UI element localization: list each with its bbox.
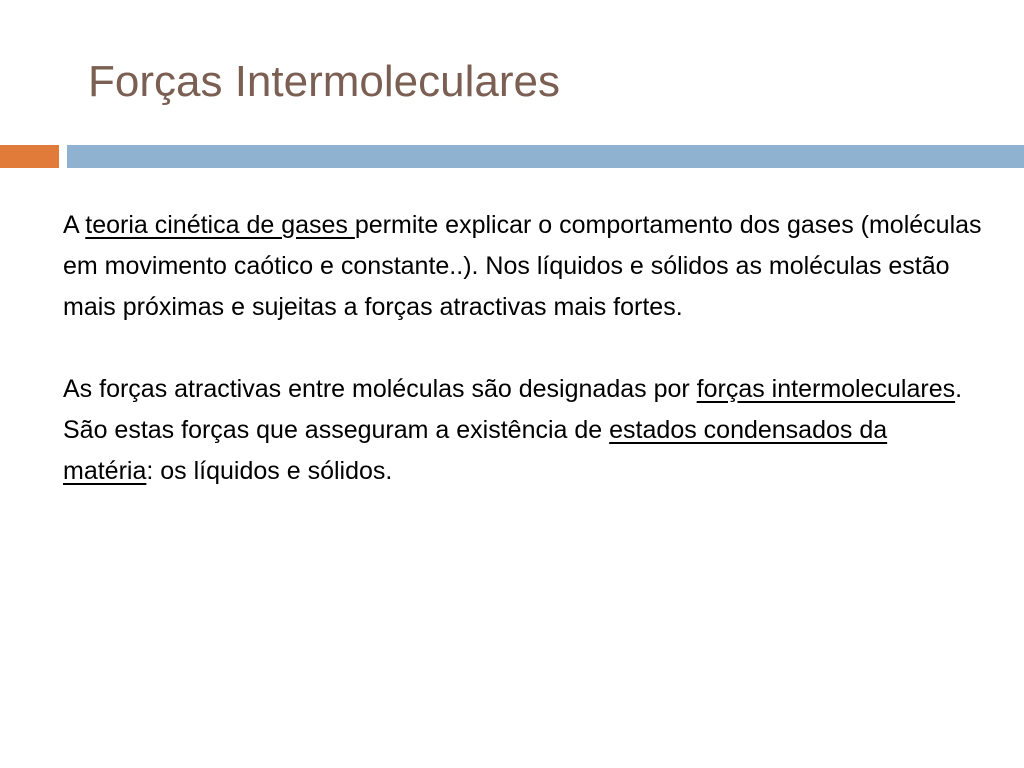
paragraph-intermolecular-forces	[63, 369, 983, 492]
slide-title: Forças Intermoleculares	[88, 57, 560, 106]
term-kinetic-theory: teoria cinética de gases	[85, 211, 355, 239]
accent-bar-orange	[0, 145, 59, 168]
paragraph2-text-2: . São estas forças que asseguram a existência de	[63, 375, 963, 444]
paragraph2-text-3: : os líquidos e sólidos.	[146, 457, 393, 485]
paragraph1-text-1: A	[63, 211, 86, 239]
accent-bar-blue	[67, 145, 1024, 168]
paragraph2-text-1: As forças atractivas entre moléculas são designadas por	[63, 375, 697, 403]
slide-body	[63, 205, 983, 533]
term-intermolecular-forces: forças intermoleculares	[696, 375, 956, 403]
paragraph-kinetic-theory	[63, 205, 983, 328]
term-condensed-states: estados condensados da matéria	[63, 416, 888, 485]
paragraph1-text-2: permite explicar o comportamento dos gases (moléculas em movimento caótico e constante..). Nos líquidos e sólidos as moléculas estão mais próximas e sujeitas a forças atractivas mais fortes.	[63, 211, 982, 321]
